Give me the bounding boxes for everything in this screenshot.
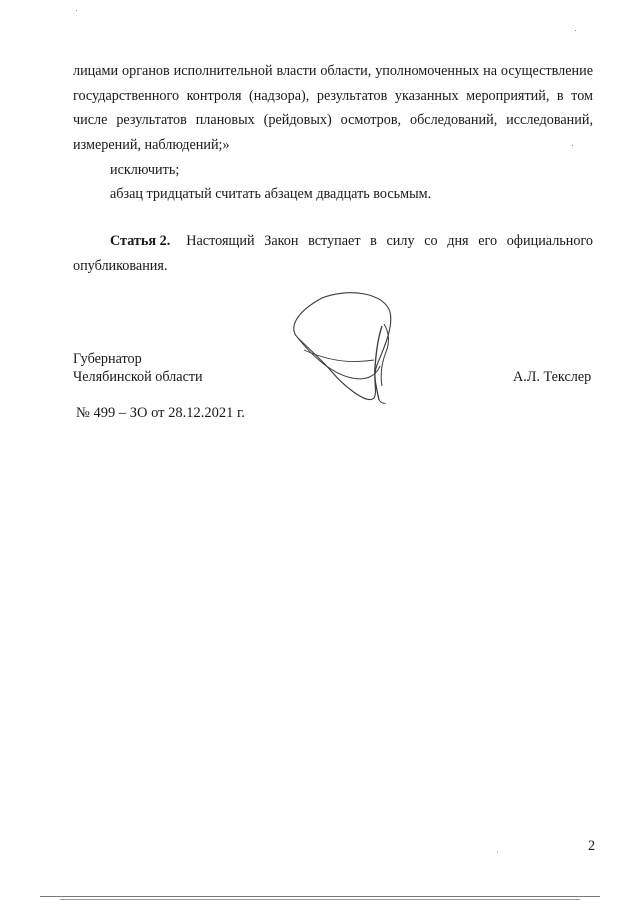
article-2-label: Статья 2.	[110, 233, 171, 249]
governor-name: А.Л. Текслер	[513, 369, 592, 385]
article-2-text-continuation: опубликования.	[73, 258, 168, 274]
scan-speck	[572, 145, 573, 146]
scan-edge-line	[60, 899, 580, 900]
scan-speck	[497, 852, 498, 853]
governor-region: Челябинской области	[73, 369, 203, 385]
article-2-line	[110, 233, 593, 250]
handwritten-signature	[282, 290, 407, 408]
paragraph-renumber-line: абзац тридцатый считать абзацем двадцать восьмым.	[110, 186, 432, 202]
exclude-line: исключить;	[110, 162, 180, 178]
continuation-paragraph: лицами органов исполнительной власти области, уполномоченных на осуществление государственного контроля (надзора), результатов указанных мероприятий, в том числе результатов плановых (рейдовых) осмотров, обследований, исследований, измерений, наблюдений;»	[73, 63, 593, 153]
scan-speck	[76, 10, 77, 11]
page-number: 2	[588, 838, 596, 854]
law-number-date: № 499 – ЗО от 28.12.2021 г.	[76, 405, 245, 421]
scan-edge-line	[40, 896, 600, 897]
article-2-text: Настоящий Закон вступает в силу со дня его официального	[186, 233, 593, 249]
scan-speck	[575, 30, 576, 31]
governor-title: Губернатор	[73, 351, 142, 367]
